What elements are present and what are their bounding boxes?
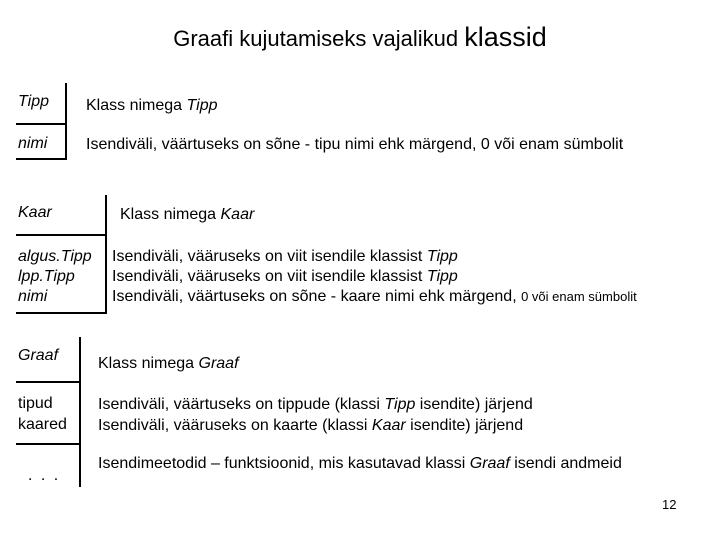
graaf-attr-desc-pre: Isendiväli, vääruseks on kaarte (klassi <box>98 417 372 434</box>
kaar-desc-name: Kaar <box>220 206 255 223</box>
kaar-attr-label: algus.Tipp <box>18 248 92 265</box>
kaar-attr-desc-text: Isendiväli, väärtuseks on sõne - kaare nimi ehk märgend, <box>112 288 522 305</box>
graaf-separator <box>16 443 79 445</box>
graaf-desc-name: Graaf <box>198 355 239 372</box>
graaf-attr-desc <box>98 394 533 415</box>
kaar-attr-desc-italic: Tipp <box>426 268 458 285</box>
graaf-methods-desc <box>98 453 622 474</box>
kaar-attr-desc-small: 0 või enam sümbolit <box>521 289 637 304</box>
graaf-attr-desc <box>98 415 523 436</box>
graaf-class-label: Graaf <box>18 347 59 364</box>
graaf-attr-label: kaared <box>18 416 67 433</box>
tipp-class-desc <box>86 95 217 116</box>
kaar-attr-label: nimi <box>18 288 48 305</box>
tipp-separator <box>16 123 65 125</box>
graaf-methods-desc-pre: Isendimeetodid – funktsioonid, mis kasutavad klassi <box>98 455 470 472</box>
kaar-attr-desc-italic: Tipp <box>426 248 458 265</box>
kaar-class-box <box>16 195 107 314</box>
tipp-class-label: Tipp <box>18 93 49 110</box>
graaf-class-desc <box>98 353 239 374</box>
graaf-attr-desc-italic: Tipp <box>384 396 416 413</box>
graaf-methods-label: . . . <box>28 467 61 484</box>
kaar-separator <box>16 234 105 236</box>
tipp-attr-label: nimi <box>18 135 48 152</box>
page-title <box>0 22 720 53</box>
graaf-attr-desc-pre: Isendiväli, väärtuseks on tippude (klassi <box>98 396 385 413</box>
kaar-attr-desc <box>112 246 458 267</box>
kaar-class-desc <box>120 204 254 225</box>
page-number: 12 <box>662 497 677 512</box>
graaf-methods-desc-italic: Graaf <box>469 455 510 472</box>
kaar-attr-desc <box>112 266 458 287</box>
kaar-attr-label: lpp.Tipp <box>18 268 75 285</box>
graaf-attr-desc-italic: Kaar <box>371 417 406 434</box>
graaf-separator <box>16 381 79 383</box>
graaf-attr-label: tipud <box>18 395 53 412</box>
title-emphasis: klassid <box>464 22 547 52</box>
kaar-class-label: Kaar <box>18 204 52 221</box>
graaf-desc-prefix: Klass nimega <box>98 355 199 372</box>
graaf-class-box <box>16 337 81 487</box>
tipp-desc-name: Tipp <box>186 97 218 114</box>
kaar-attr-desc <box>112 286 637 307</box>
title-main: Graafi kujutamiseks vajalikud <box>173 26 465 51</box>
kaar-attr-desc-text: Isendiväli, vääruseks on viit isendile klassist <box>112 248 427 265</box>
kaar-desc-prefix: Klass nimega <box>120 206 221 223</box>
graaf-methods-desc-post: isendi andmeid <box>509 455 622 472</box>
tipp-desc-prefix: Klass nimega <box>86 97 187 114</box>
tipp-attr-desc: Isendiväli, väärtuseks on sõne - tipu nimi ehk märgend, 0 või enam sümbolit <box>86 136 624 153</box>
tipp-class-box <box>16 83 67 160</box>
graaf-attr-desc-post: isendite) järjend <box>405 417 524 434</box>
graaf-attr-desc-post: isendite) järjend <box>415 396 533 413</box>
kaar-attr-desc-text: Isendiväli, vääruseks on viit isendile klassist <box>112 268 427 285</box>
